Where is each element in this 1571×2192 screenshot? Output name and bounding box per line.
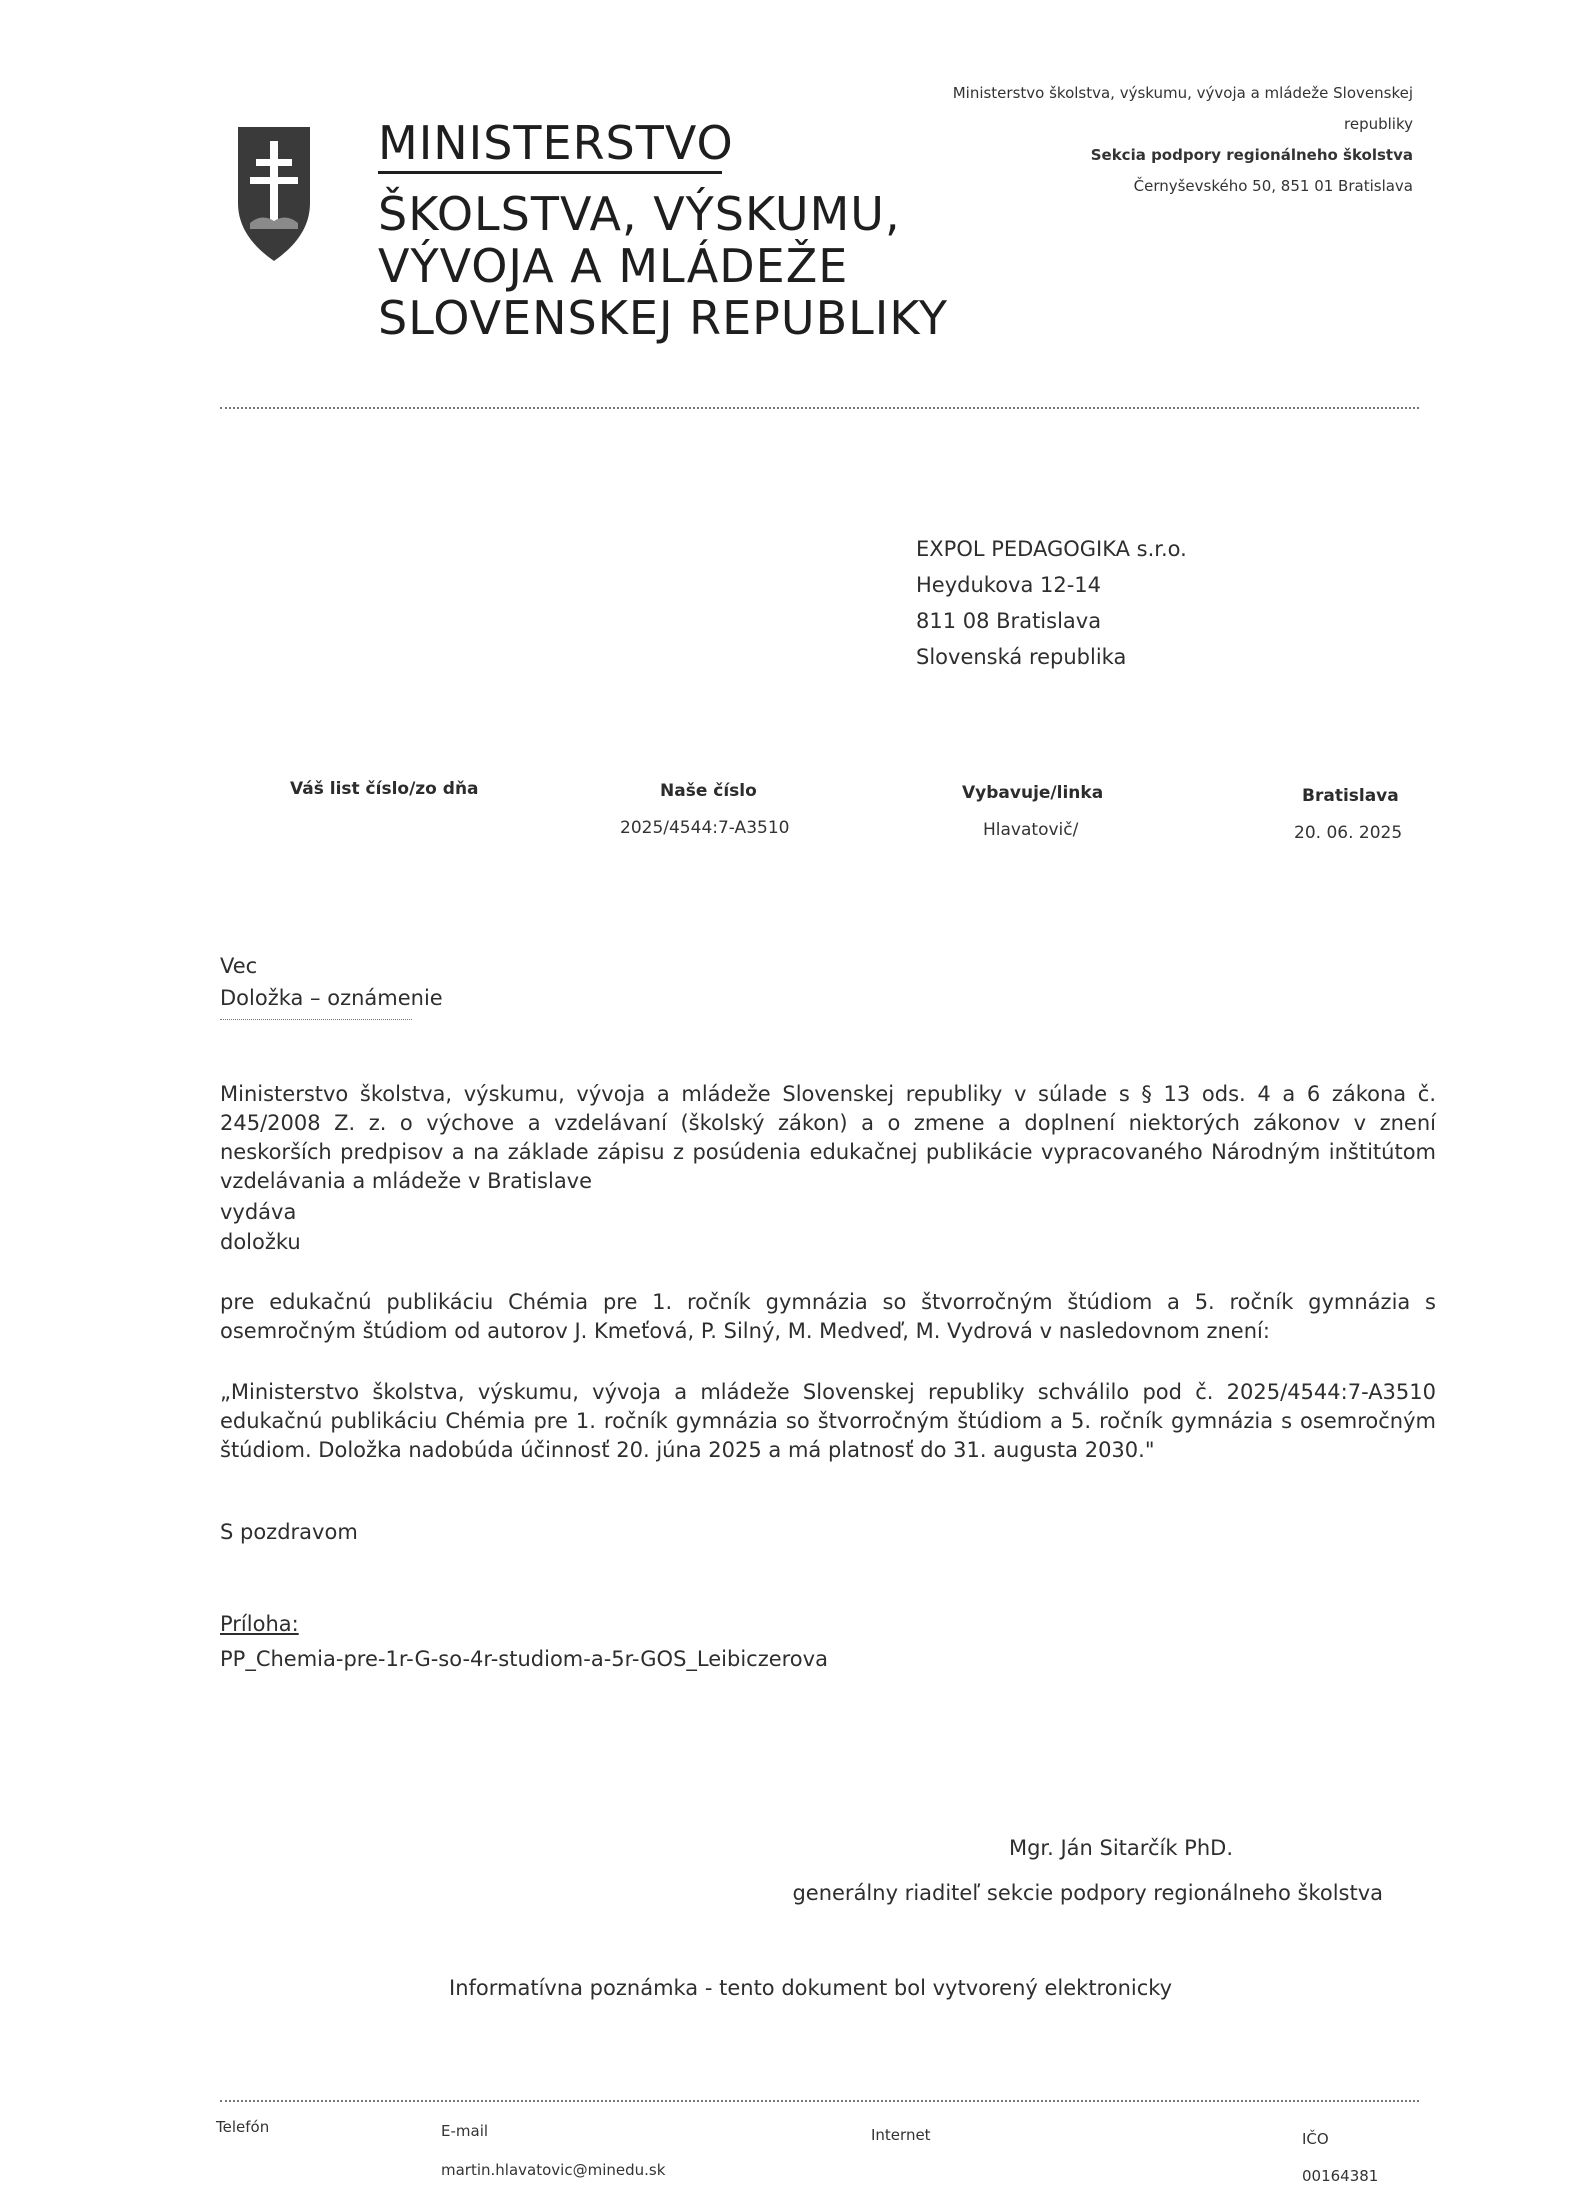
sender-department: Sekcia podpory regionálneho školstva xyxy=(1090,146,1413,164)
footer-phone-label: Telefón xyxy=(216,2118,270,2136)
sender-line-2: republiky xyxy=(1344,115,1413,133)
handled-by-value: Hlavatovič/ xyxy=(983,820,1079,840)
recipient-street: Heydukova 12-14 xyxy=(916,573,1102,597)
ministry-name-line-4: SLOVENSKEJ REPUBLIKY xyxy=(378,291,948,345)
recipient-country: Slovenská republika xyxy=(916,645,1127,669)
body-paragraph-2: pre edukačnú publikáciu Chémia pre 1. ročník gymnázia so štvorročným štúdiom a 5. ročník gymnázia s osemročným štúdiom od autorov J. Kmeťová, P. Silný, M. Medveď, M. Vydrová v nasledovnom znení: xyxy=(220,1290,1436,1343)
issues-object: doložku xyxy=(220,1230,301,1254)
ministry-name-line-2: ŠKOLSTVA, VÝSKUMU, xyxy=(378,187,901,241)
footer-internet-label: Internet xyxy=(871,2126,931,2144)
sender-address xyxy=(853,78,1413,202)
place-label: Bratislava xyxy=(1302,786,1399,806)
signature-block xyxy=(792,1826,1383,1916)
ministry-name-line-3: VÝVOJA A MLÁDEŽE xyxy=(378,239,849,293)
your-letter-label: Váš list číslo/zo dňa xyxy=(290,779,479,799)
subject-text: Doložka – oznámenie xyxy=(220,986,443,1010)
ministry-name-line-1: MINISTERSTVO xyxy=(378,116,734,170)
attachment-label: Príloha: xyxy=(220,1612,299,1636)
sender-street: Černyševského 50, 851 01 Bratislava xyxy=(1133,177,1413,195)
subject-underline xyxy=(220,1019,412,1020)
subject-label: Vec xyxy=(220,954,258,978)
greeting: S pozdravom xyxy=(220,1520,358,1544)
signatory-name: Mgr. Ján Sitarčík PhD. xyxy=(1008,1836,1233,1860)
subject-block xyxy=(220,950,443,1014)
recipient-city: 811 08 Bratislava xyxy=(916,609,1102,633)
issues-verb: vydáva xyxy=(220,1200,297,1224)
footer-email-label: E-mail xyxy=(441,2122,489,2140)
electronic-document-note: Informatívna poznámka - tento dokument bol vytvorený elektronicky xyxy=(449,1976,1173,2000)
handled-by-label: Vybavuje/linka xyxy=(962,783,1104,803)
header-divider xyxy=(220,407,1419,409)
our-number-label: Naše číslo xyxy=(660,781,757,801)
sender-line-1: Ministerstvo školstva, výskumu, vývoja a mládeže Slovenskej xyxy=(952,84,1413,102)
issues-block xyxy=(220,1197,1436,1257)
signatory-title: generálny riaditeľ sekcie podpory regionálneho školstva xyxy=(792,1881,1383,1905)
coat-of-arms-icon xyxy=(236,125,312,263)
footer-ico-label: IČO xyxy=(1302,2130,1329,2148)
document-date: 20. 06. 2025 xyxy=(1294,823,1403,843)
recipient-company: EXPOL PEDAGOGIKA s.r.o. xyxy=(916,537,1187,561)
footer-ico-value: 00164381 xyxy=(1302,2167,1379,2185)
footer-divider xyxy=(220,2100,1419,2102)
body-paragraph-3: „Ministerstvo školstva, výskumu, vývoja a mládeže Slovenskej republiky schválilo pod č. 2025/4544:7-A3510 edukačnú publikáciu Chémia pre 1. ročník gymnázia so štvorročným štúdiom a 5. ročník gymnázia s osemročným štúdiom. Doložka nadobúda účinnosť 20. júna 2025 a má platnosť do 31. augusta 2030." xyxy=(220,1380,1436,1462)
footer-email-value: martin.hlavatovic@minedu.sk xyxy=(441,2161,666,2179)
attachment-name: PP_Chemia-pre-1r-G-so-4r-studiom-a-5r-GOS_Leibiczerova xyxy=(220,1647,828,1671)
recipient-address xyxy=(916,531,1187,675)
body-paragraph-1: Ministerstvo školstva, výskumu, vývoja a mládeže Slovenskej republiky v súlade s § 13 ods. 4 a 6 zákona č. 245/2008 Z. z. o výchove a vzdelávaní (školský zákon) a o zmene a doplnení niektorých zákonov v znení neskorších predpisov a na základe zápisu z posúdenia edukačnej publikácie vypracovaného Národným inštitútom vzdelávania a mládeže v Bratislave xyxy=(220,1082,1436,1193)
attachment-block xyxy=(220,1610,1436,1674)
our-number-value: 2025/4544:7-A3510 xyxy=(620,818,790,838)
wordmark-underline xyxy=(378,171,722,174)
